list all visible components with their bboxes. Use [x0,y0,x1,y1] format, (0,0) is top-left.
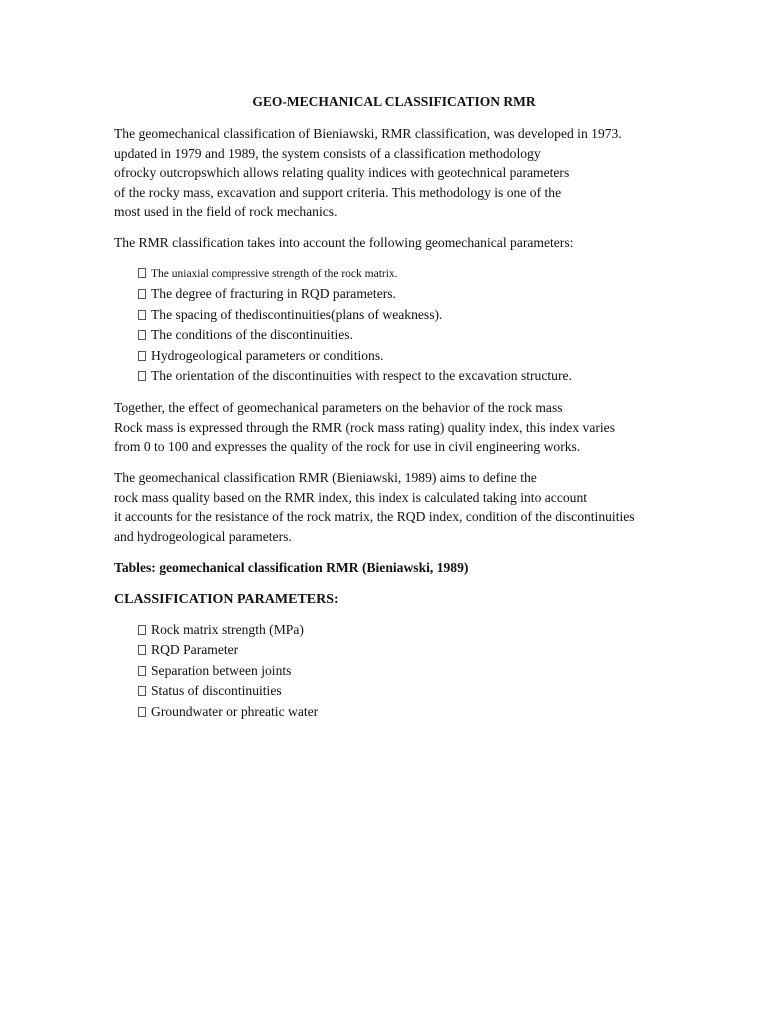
tables-heading: Tables: geomechanical classification RMR (Bieniawski, 1989) [114,560,469,575]
list-item [138,640,698,660]
bullet-box-icon [138,310,146,320]
params-list [138,264,698,386]
list-item-text: RQD Parameter [151,642,239,658]
together-line: Together, the effect of geomechanical parameters on the behavior of the rock mass [114,400,563,415]
list-item [138,346,698,366]
list-item [138,264,698,284]
aims-line: and hydrogeological parameters. [114,528,292,544]
list-item-text: Hydrogeological parameters or conditions. [151,347,384,363]
bullet-box-icon [138,268,146,278]
list-item-text: The uniaxial compressive strength of the rock matrix. [151,268,398,280]
intro-line: ofrocky outcropswhich allows relating quality indices with geotechnical parameters [114,165,570,180]
bullet-box-icon [138,371,146,381]
list-item-text: The conditions of the discontinuities. [151,327,353,343]
intro-line: The geomechanical classification of Bieniawski, RMR classification, was developed in 1973. [114,126,622,141]
intro-line: most used in the field of rock mechanics. [114,204,338,219]
params-intro-paragraph [114,233,674,253]
list-item-text: The orientation of the discontinuities with respect to the excavation structure. [151,367,572,383]
intro-line: updated in 1979 and 1989, the system consists of a classification methodology [114,145,541,161]
list-item [138,284,698,304]
classification-list [138,620,698,722]
list-item-text: Separation between joints [151,662,292,678]
list-item-text: The spacing of thediscontinuities(plans of weakness). [151,306,443,322]
list-item-text: Groundwater or phreatic water [151,703,319,719]
together-paragraph [114,398,674,457]
list-item [138,325,698,345]
bullet-box-icon [138,666,146,676]
list-item [138,620,698,640]
list-item-text: The degree of fracturing in RQD parameters. [151,286,396,302]
list-item [138,305,698,325]
classification-heading: CLASSIFICATION PARAMETERS: [114,592,339,607]
bullet-box-icon [138,686,146,696]
together-line: Rock mass is expressed through the RMR (rock mass rating) quality index, this index varies [114,419,615,435]
list-item [138,702,698,722]
bullet-box-icon [138,351,146,361]
list-item [138,661,698,681]
bullet-box-icon [138,707,146,717]
list-item [138,681,698,701]
aims-line: it accounts for the resistance of the rock matrix, the RQD index, condition of the discontinuities [114,509,635,524]
aims-line: rock mass quality based on the RMR index, this index is calculated taking into account [114,489,588,505]
intro-line: of the rocky mass, excavation and support criteria. This methodology is one of the [114,184,562,200]
params-intro-line: The RMR classification takes into account the following geomechanical parameters: [114,235,574,250]
bullet-box-icon [138,330,146,340]
aims-paragraph [114,468,674,546]
list-item-text: Status of discontinuities [151,683,282,699]
list-item [138,366,698,386]
bullet-box-icon [138,625,146,635]
bullet-box-icon [138,645,146,655]
together-line: from 0 to 100 and expresses the quality of the rock for use in civil engineering works. [114,439,581,454]
document-title: GEO-MECHANICAL CLASSIFICATION RMR [252,94,536,109]
aims-line: The geomechanical classification RMR (Bieniawski, 1989) aims to define the [114,470,537,485]
list-item-text: Rock matrix strength (MPa) [151,622,304,637]
intro-paragraph [114,124,674,222]
bullet-box-icon [138,289,146,299]
